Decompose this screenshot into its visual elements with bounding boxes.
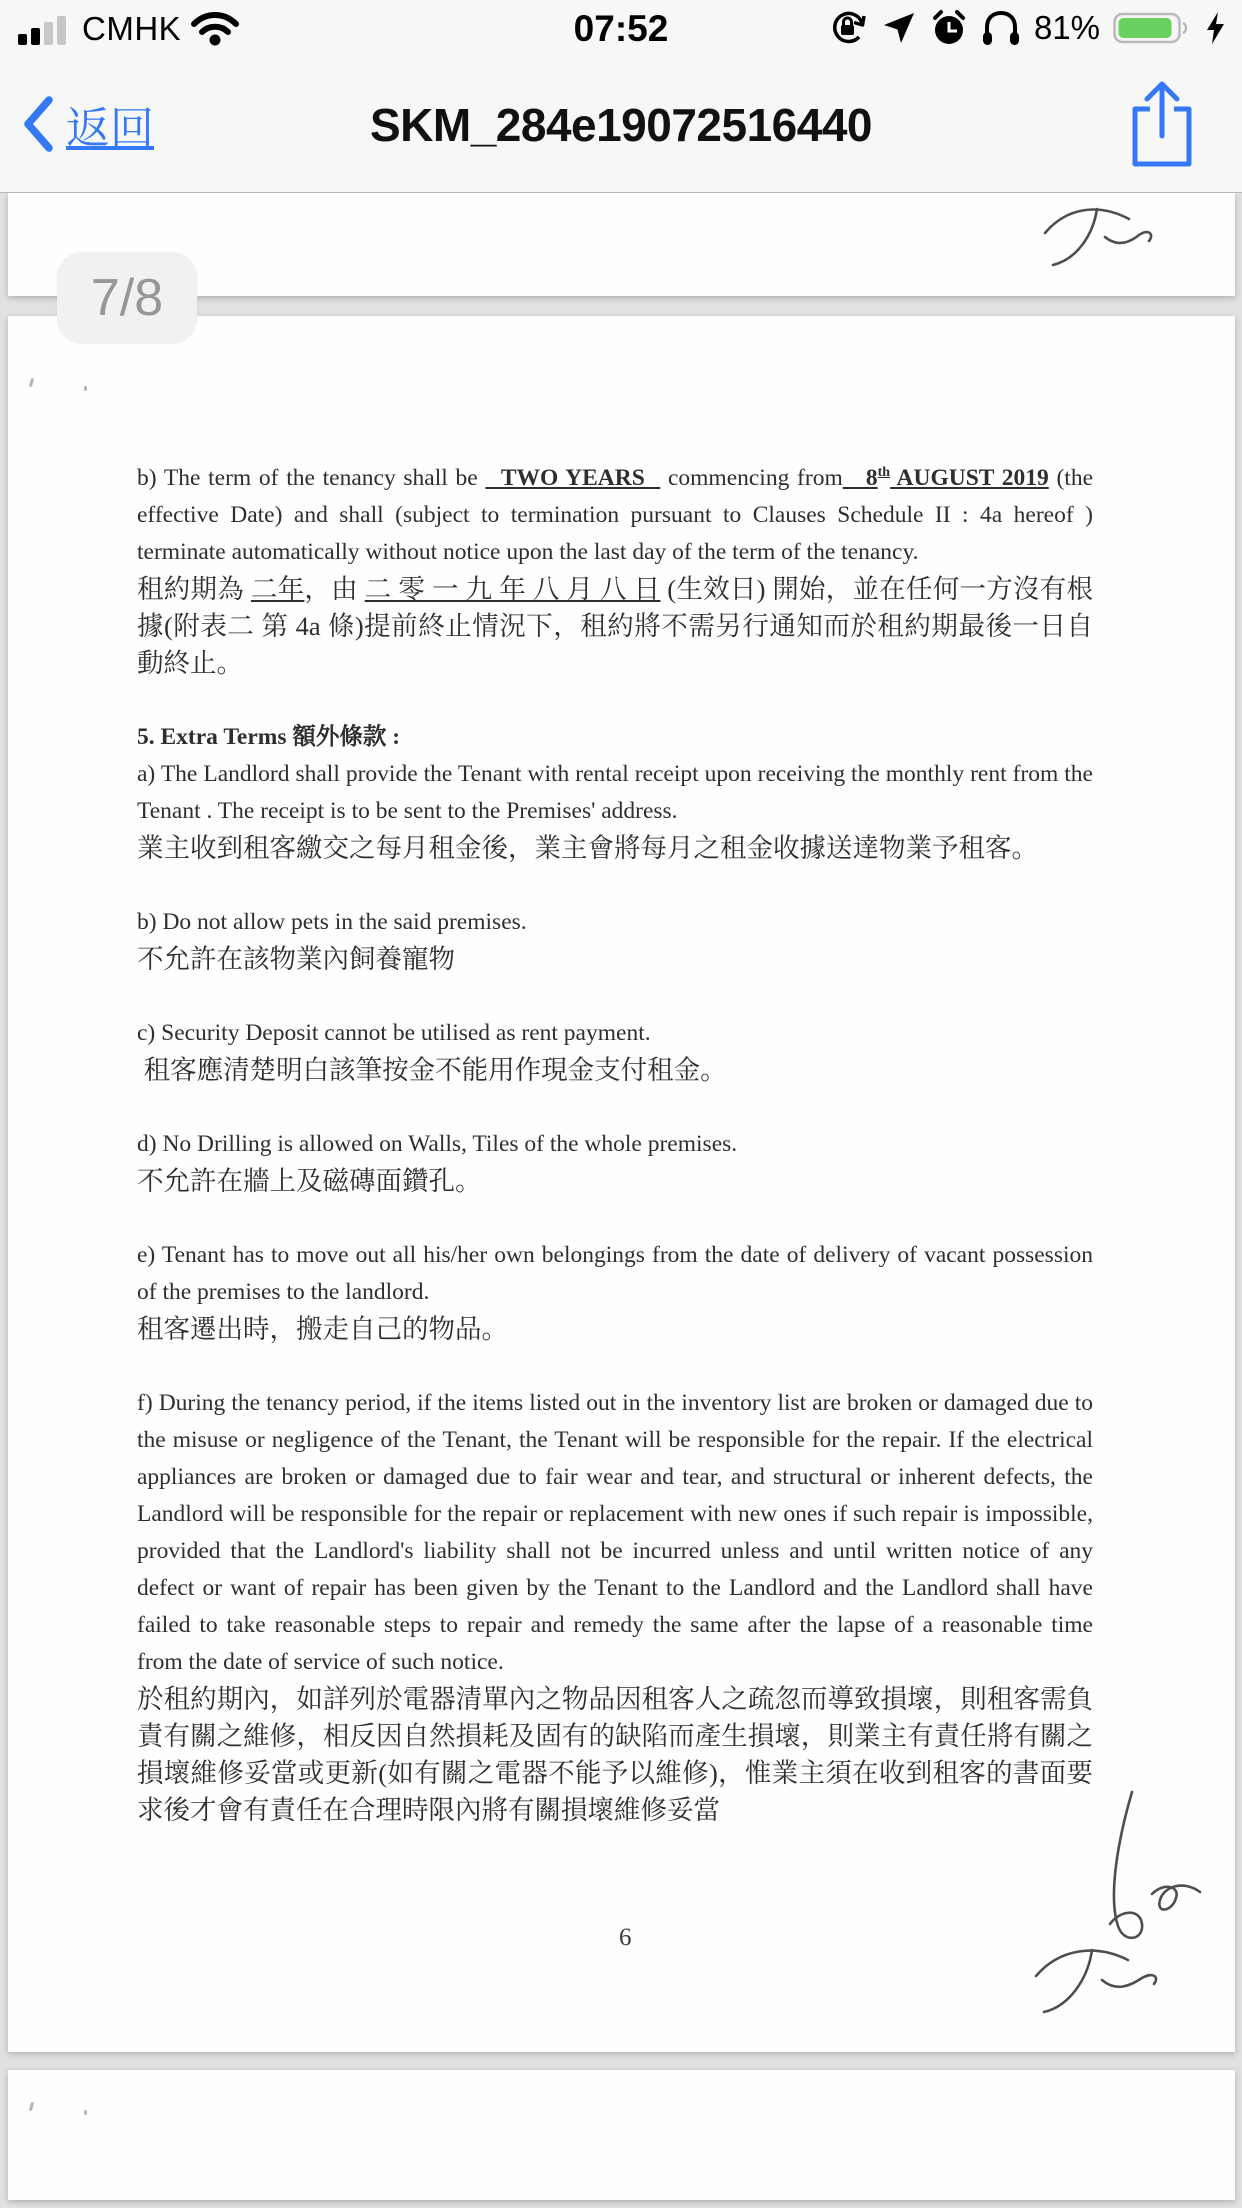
alarm-clock-icon — [930, 9, 968, 47]
scan-mark — [84, 2110, 87, 2115]
back-button-label: 返回 — [66, 104, 154, 153]
signature — [1060, 1788, 1235, 1953]
extra-term-b-english: b) Do not allow pets in the said premises. — [137, 909, 527, 935]
scan-mark — [84, 386, 87, 391]
battery-icon — [1113, 9, 1191, 47]
page-indicator-badge: 7/8 — [57, 252, 197, 344]
status-bar — [0, 0, 1242, 62]
extra-term-d-english: d) No Drilling is allowed on Walls, Tiles of the whole premises. — [137, 1131, 738, 1157]
signature — [1022, 1932, 1182, 2032]
share-icon — [1128, 78, 1196, 170]
document-page — [8, 316, 1235, 2052]
document-body — [8, 316, 1235, 1829]
charging-bolt-icon — [1204, 10, 1226, 46]
location-arrow-icon — [881, 10, 917, 46]
headphones-icon — [981, 9, 1021, 47]
carrier-label: CMHK — [82, 10, 182, 47]
orientation-lock-icon — [828, 8, 868, 48]
extra-term-e-chinese: 租客遷出時，搬走自己的物品。 — [137, 1314, 508, 1344]
extra-term-c-chinese: 租客應清楚明白該筆按金不能用作現金支付租金。 — [137, 1055, 727, 1085]
clause-b-english: b) The term of the tenancy shall be TWO YEARS commencing from 8th AUGUST 2019 (the effective Date) and shall (subject to termination pursuant to Clauses Schedule II : 4a hereof ) terminate automatically without notice upon the last day of the term of the tenancy. — [137, 465, 1094, 565]
next-page-partial — [8, 2070, 1235, 2200]
battery-percent-label: 81% — [1033, 9, 1100, 46]
nav-bar — [0, 62, 1242, 193]
document-title: SKM_284e19072516440 — [369, 99, 873, 151]
extra-term-b-chinese: 不允許在該物業內飼養寵物 — [137, 944, 455, 974]
scan-mark — [29, 2102, 34, 2111]
document-scroll-area[interactable] — [0, 193, 1242, 2208]
signature — [1033, 195, 1173, 279]
share-button[interactable] — [1128, 78, 1196, 175]
extra-term-f-chinese: 於租約期內，如詳列於電器清單內之物品因租客人之疏忽而導致損壞，則租客需負責有關之維修，相反因自然損耗及固有的缺陷而產生損壞，則業主有責任將有關之損壞維修妥當或更新(如有關之電器不能予以維修)，惟業主須在收到租客的書面要求後才會有責任在合理時限內將有關損壞維修妥當 — [137, 1684, 1093, 1825]
extra-term-a-english: a) The Landlord shall provide the Tenant with rental receipt upon receiving the monthly rent from the Tenant . The receipt is to be sent to the Premises' address. — [137, 761, 1093, 824]
extra-term-f-english: f) During the tenancy period, if the items listed out in the inventory list are broken or damaged due to the misuse or negligence of the Tenant, the Tenant will be responsible for the repair. If the electrical appliances are broken or damaged due to fair wear and tear, and structural or inherent defects, the Landlord will be responsible for the repair or replacement with new ones if such repair is impossible, provided that the Landlord's liability shall not be incurred unless and until written notice of any defect or want of repair has been given by the Tenant to the Landlord and the Landlord shall have failed to take reasonable steps to repair and remedy the same after the lapse of a reasonable time from the date of service of such notice. — [137, 1390, 1093, 1675]
clause-b-chinese: 租約期為 二年，由 二 零 一 九 年 八 月 八 日 (生效日) 開始，並在任何一方沒有根據(附表二 第 4a 條)提前終止情況下，租約將不需另行通知而於租約期最後一日自動終止。 — [137, 574, 1094, 678]
extra-term-e-english: e) Tenant has to move out all his/her own belongings from the date of delivery of vacant possession of the premises to the landlord. — [137, 1242, 1093, 1305]
page-number-label: 6 — [619, 1924, 632, 1951]
extra-terms-heading: 5. Extra Terms 額外條款 : — [137, 724, 401, 750]
extra-term-a-chinese: 業主收到租客繳交之每月租金後，業主會將每月之租金收據送達物業予租客。 — [137, 833, 1038, 863]
extra-term-c-english: c) Security Deposit cannot be utilised as rent payment. — [137, 1020, 651, 1046]
extra-term-d-chinese: 不允許在牆上及磁磚面鑽孔。 — [137, 1166, 482, 1196]
clock-label: 07:52 — [573, 8, 669, 49]
